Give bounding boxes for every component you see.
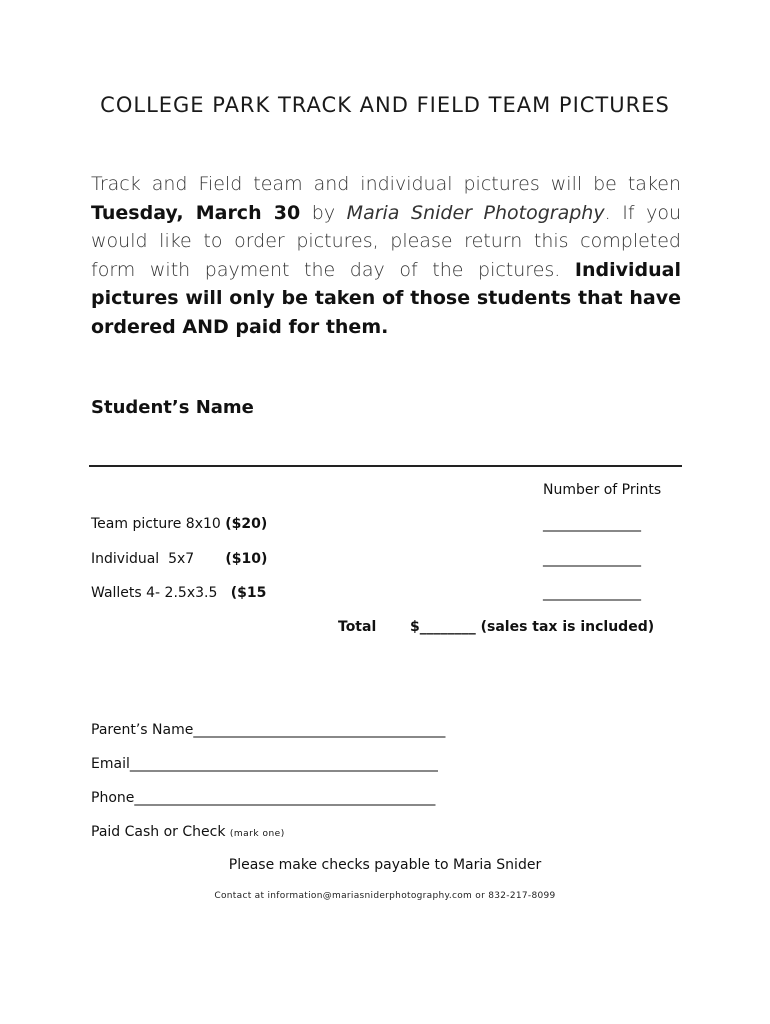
total-amount-blank[interactable]: $________ (sales tax is included) (410, 619, 655, 635)
picture-date: Tuesday, March 30 (91, 201, 301, 224)
page-title: COLLEGE PARK TRACK AND FIELD TEAM PICTURES (100, 93, 670, 117)
phone-field[interactable]: Phone___________________________________________ (91, 790, 436, 806)
payment-method-field[interactable] (91, 824, 285, 840)
number-of-prints-header: Number of Prints (543, 482, 662, 498)
item-label: Wallets 4- 2.5x3.5 (91, 585, 231, 601)
parent-name-field[interactable]: Parent’s Name____________________________________ (91, 722, 446, 738)
item-price: ($10) (225, 551, 268, 567)
intro-text-1: Track and Field team and individual pictures will be taken (91, 173, 681, 195)
intro-text-2: by (300, 201, 347, 224)
email-field[interactable]: Email____________________________________________ (91, 756, 438, 772)
payment-method-label: Paid Cash or Check (91, 824, 230, 840)
item-row-individual (91, 551, 267, 567)
individual-prints-blank[interactable]: ______________ (543, 551, 641, 567)
contact-info: Contact at information@mariasniderphotography.com or 832-217-8099 (214, 891, 556, 901)
payable-note: Please make checks payable to Maria Snider (228, 857, 542, 873)
mark-one-note: (mark one) (229, 829, 285, 839)
item-price: ($20) (225, 516, 268, 532)
wallets-prints-blank[interactable]: ______________ (543, 585, 641, 601)
total-label: Total (338, 619, 377, 635)
bold-notice: Individual pictures will only be taken of those students that have ordered AND paid for them. (91, 258, 681, 338)
student-name-label: Student’s Name (91, 397, 254, 418)
team-prints-blank[interactable]: ______________ (543, 516, 641, 532)
item-price: ($15 (230, 585, 267, 601)
student-name-line[interactable] (89, 465, 682, 467)
item-label: Team picture 8x10 (91, 516, 226, 532)
intro-text-3: . If you would like to order pictures, please return this completed form with payment the day of the pictures. (91, 201, 682, 281)
photographer-name: Maria Snider Photography (346, 201, 605, 224)
item-row-wallets (91, 585, 266, 601)
item-label: Individual 5x7 (91, 551, 226, 567)
item-row-team (91, 516, 267, 532)
intro-paragraph (91, 170, 681, 342)
